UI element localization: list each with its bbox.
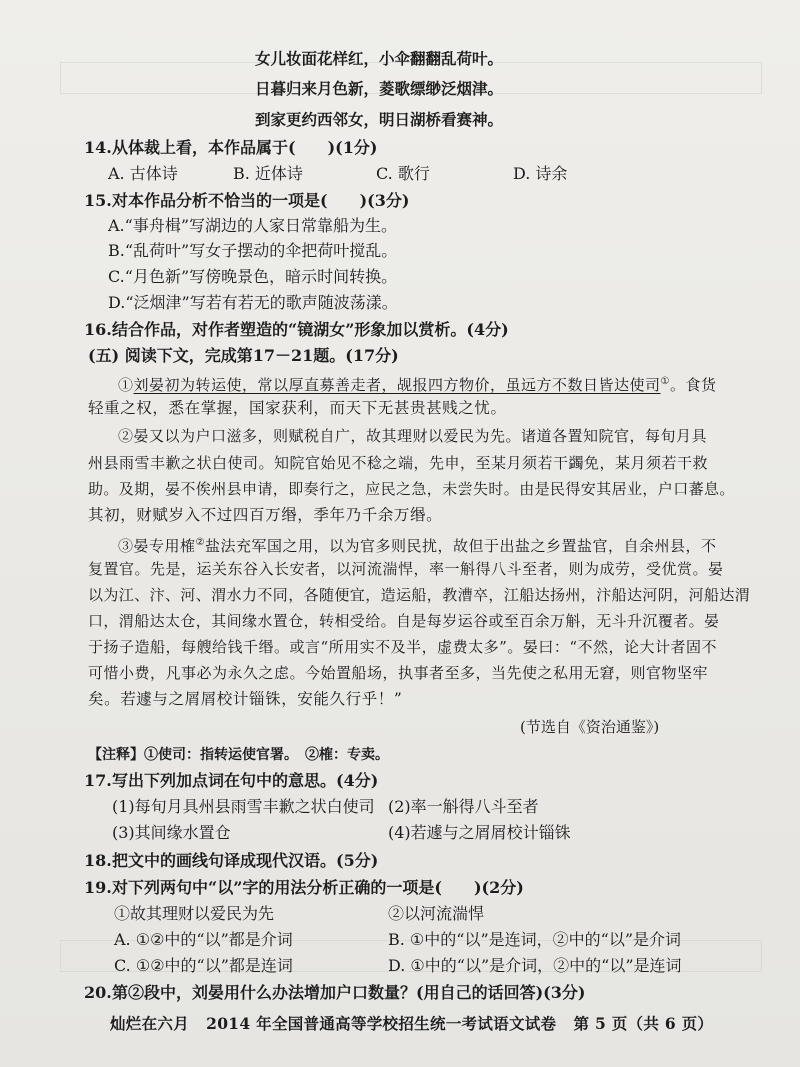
- passage-paragraph-3: ③晏专用榷②盐法充军国之用，以为官多则民扰，故但于出盐之乡置盐官，自余州县，不: [118, 537, 717, 555]
- question-number: 18.: [84, 851, 112, 870]
- passage-line: 助。及期，晏不俟州县申请，即奏行之，应民之急，未尝失时。由是民得安其居业，户口蕃息。: [88, 480, 735, 498]
- q17-item-1: (1)每旬月具州县雨雪丰歉之状白使司: [112, 797, 375, 816]
- passage-line: 于扬子造船，每艘给钱千缗。或言“所用实不及半，虚费太多”。晏曰：“不然，论大计者固不: [88, 638, 718, 656]
- question-text: 从体裁上看，本作品属于( )(1分): [112, 138, 378, 157]
- question-17: [84, 770, 378, 792]
- q17-item-3: (3)其间缘水置仓: [112, 823, 231, 842]
- option-c: C. 歌行: [376, 164, 430, 183]
- passage-paragraph-1: ①刘晏初为转运使，常以厚直募善走者，觇报四方物价，虽远方不数日皆达使司①。食货: [118, 376, 717, 394]
- question-16: [84, 319, 509, 341]
- passage-line: 矣。若遽与之屑屑校计锱铢，安能久行乎！”: [88, 690, 403, 708]
- option-a: A. 古体诗: [108, 164, 178, 183]
- poem-line: 日暮归来月色新，菱歌缥缈泛烟津。: [255, 79, 504, 98]
- q17-item-2: (2)率一斛得八斗至者: [388, 797, 539, 816]
- passage-line: 其初，财赋岁入不过四百万缗，季年乃千余万缗。: [88, 506, 443, 524]
- question-15: [84, 190, 409, 212]
- underlined-sentence: 刘晏初为转运使，常以厚直募善走者，觇报四方物价，虽远方不数日皆达使司: [133, 376, 661, 394]
- option-c: C.“月色新”写傍晚景色，暗示时间转换。: [108, 267, 398, 286]
- passage-source: (节选自《资治通鉴》): [520, 718, 660, 736]
- question-number: 15.: [84, 191, 112, 210]
- q14-options: [108, 163, 608, 185]
- question-text: 对下列两句中“以”字的用法分析正确的一项是( )(2分): [112, 878, 524, 897]
- question-text: 把文中的画线句译成现代汉语。(5分): [112, 851, 379, 870]
- q19-sentence-2: ②以河流湍悍: [388, 904, 485, 923]
- question-number: 17.: [84, 771, 112, 790]
- q19-sentence-1: ①故其理财以爱民为先: [114, 904, 275, 923]
- passage-line: 复置官。先是，运关东谷入长安者，以河流湍悍，率一斛得八斗至者，则为成劳，受优赏。晏: [88, 560, 724, 578]
- passage-line: 以为江、汴、河、渭水力不同，各随便宜，造运船，教漕卒，江船达扬州，汴船达河阴，河船达渭: [88, 586, 751, 604]
- option-c: C. ①②中的“以”都是连词: [114, 956, 293, 975]
- option-a: A.“事舟楫”写湖边的人家日常靠船为生。: [108, 216, 398, 235]
- section-heading: (五) 阅读下文，完成第17－21题。(17分): [88, 346, 399, 365]
- option-b: B.“乱荷叶”写女子摆动的伞把荷叶搅乱。: [108, 241, 398, 260]
- q17-item-4: (4)若遽与之屑屑校计锱铢: [388, 823, 571, 842]
- poem-line: 到家更约西邻女，明日湖桥看赛神。: [255, 110, 504, 129]
- poem-line: 女儿妆面花样红，小伞翻翻乱荷叶。: [255, 49, 504, 68]
- passage-line: 轻重之权，悉在掌握，国家获利，而天下无甚贵甚贱之忧。: [88, 399, 507, 417]
- option-d: D. 诗余: [513, 164, 568, 183]
- question-text: 结合作品，对作者塑造的“镜湖女”形象加以赏析。(4分): [112, 320, 509, 339]
- question-14: [84, 137, 377, 159]
- option-b: B. ①中的“以”是连词，②中的“以”是介词: [388, 930, 681, 949]
- annotation-note: 【注释】①使司：指转运使官署。 ②榷：专卖。: [88, 747, 389, 763]
- passage-line: ②晏又以为户口滋多，则赋税自广，故其理财以爱民为先。诸道各置知院官，每旬月具: [118, 427, 708, 445]
- footer-brand: 灿烂在六月: [110, 1014, 190, 1033]
- question-text: 对本作品分析不恰当的一项是( )(3分): [112, 191, 410, 210]
- option-d: D.“泛烟津”写若有若无的歌声随波荡漾。: [108, 293, 398, 312]
- question-text: 写出下列加点词在句中的意思。(4分): [112, 771, 379, 790]
- question-18: [84, 850, 378, 872]
- option-b: B. 近体诗: [233, 164, 303, 183]
- page-footer: [110, 1013, 713, 1035]
- passage-line: 可惜小费，凡事必为永久之虑。今始置船场，执事者至多，当先使之私用无窘，则官物坚牢: [88, 664, 709, 682]
- question-number: 19.: [84, 878, 112, 897]
- question-20: [84, 982, 585, 1004]
- question-number: 14.: [84, 138, 112, 157]
- question-number: 20.: [84, 983, 112, 1002]
- page-number: 第 5 页（共 6 页）: [573, 1014, 714, 1033]
- footer-title: 2014 年全国普通高等学校招生统一考试语文试卷: [206, 1014, 557, 1033]
- passage-line: 口，渭船达太仓，其间缘水置仓，转相受给。自是每岁运谷或至百余万斛，无斗升沉覆者。晏: [88, 612, 720, 630]
- question-number: 16.: [84, 320, 112, 339]
- passage-line: 州县雨雪丰歉之状白使司。知院官始见不稔之端，先申，至某月须若干蠲免，某月须若干救: [88, 454, 709, 472]
- option-a: A. ①②中的“以”都是介词: [114, 930, 293, 949]
- question-text: 第②段中，刘晏用什么办法增加户口数量？(用自己的话回答)(3分): [112, 983, 586, 1002]
- question-19: [84, 877, 524, 899]
- option-d: D. ①中的“以”是介词，②中的“以”是连词: [388, 956, 682, 975]
